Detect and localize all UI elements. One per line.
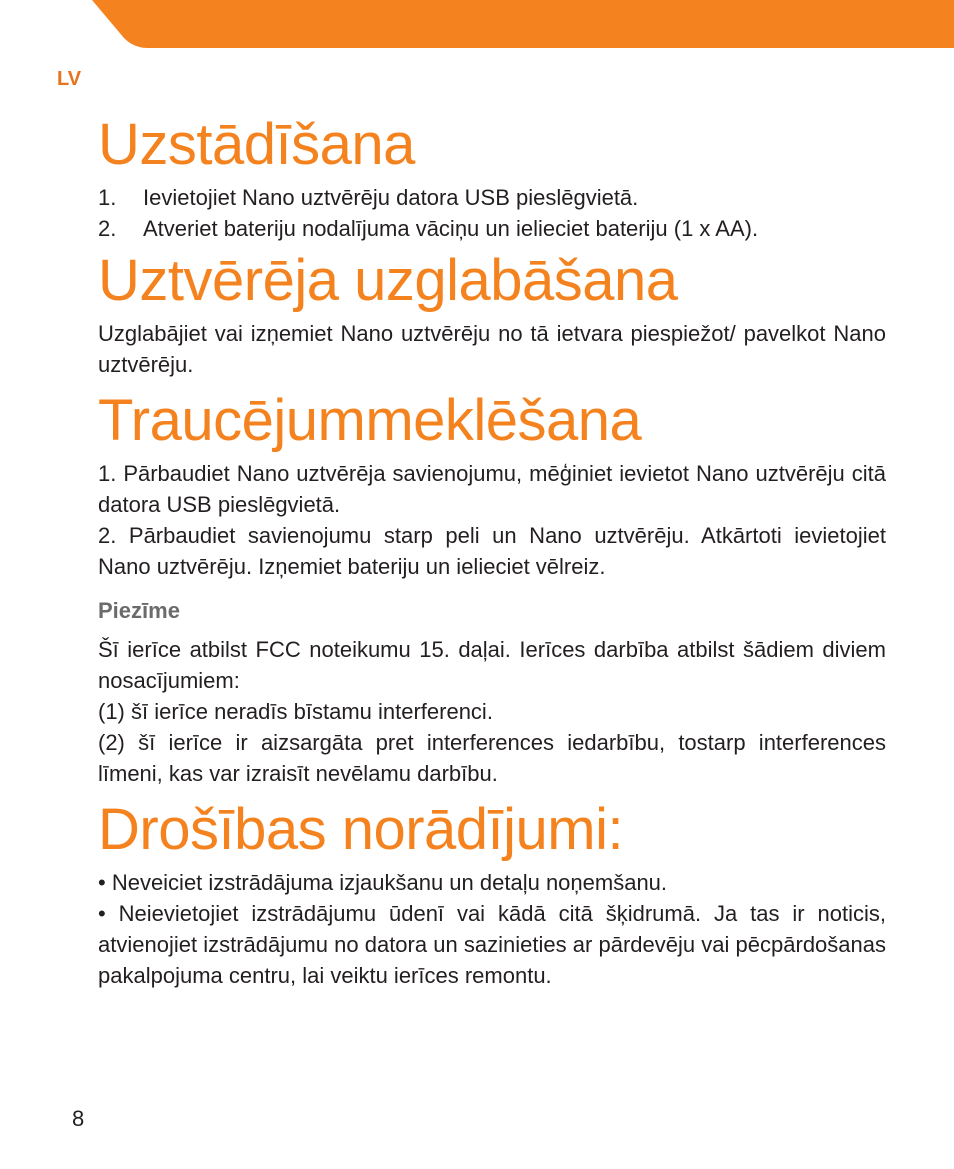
section-title-safety: Drošības norādījumi:	[98, 797, 624, 862]
safety-item: • Neveiciet izstrādājuma izjaukšanu un detaļu noņemšanu.	[98, 870, 668, 895]
note-heading: Piezīme	[98, 598, 180, 623]
page-content	[98, 108, 886, 991]
troubleshooting-item: 2. Pārbaudiet savienojumu starp peli un Nano uztvērēju. Atkārtoti ievietojiet Nano uztvērēju. Izņemiet bateriju un ielieciet vēlreiz.	[98, 523, 886, 579]
step-number: 2.	[98, 216, 117, 241]
section-title-storage: Uztvērēja uzglabāšana	[98, 248, 678, 313]
note-line: (2) šī ierīce ir aizsargāta pret interferences iedarbību, tostarp interferences līmeni, kas var izraisīt nevēlamu darbību.	[98, 730, 886, 786]
note-line: (1) šī ierīce neradīs bīstamu interferenci.	[98, 699, 493, 724]
install-steps	[98, 182, 886, 244]
section-title-troubleshooting: Traucējummeklēšana	[98, 388, 642, 453]
section-title-install: Uzstādīšana	[98, 112, 415, 177]
list-item	[98, 213, 886, 244]
note-line: Šī ierīce atbilst FCC noteikumu 15. daļai. Ierīces darbība atbilst šādiem diviem nosacījumiem:	[98, 637, 886, 693]
troubleshooting-item: 1. Pārbaudiet Nano uztvērēja savienojumu, mēģiniet ievietot Nano uztvērēju citā datora USB pieslēgvietā.	[98, 461, 886, 517]
page-number: 8	[72, 1106, 85, 1131]
step-text: Ievietojiet Nano uztvērēju datora USB pieslēgvietā.	[143, 185, 639, 210]
language-code: LV	[57, 68, 82, 90]
list-item	[98, 182, 886, 213]
step-number: 1.	[98, 185, 117, 210]
step-text: Atveriet bateriju nodalījuma vāciņu un ielieciet bateriju (1 x AA).	[143, 216, 759, 241]
header-banner	[0, 0, 954, 50]
safety-item: • Neievietojiet izstrādājumu ūdenī vai kādā citā šķidrumā. Ja tas ir noticis, atvienojiet izstrādājumu no datora un sazinieties ar pārdevēju vai pēcpārdošanas pakalpojuma centru, lai veiktu ierīces remontu.	[98, 901, 886, 988]
storage-text: Uzglabājiet vai izņemiet Nano uztvērēju no tā ietvara piespiežot/ pavelkot Nano uztvērēju.	[98, 321, 886, 377]
